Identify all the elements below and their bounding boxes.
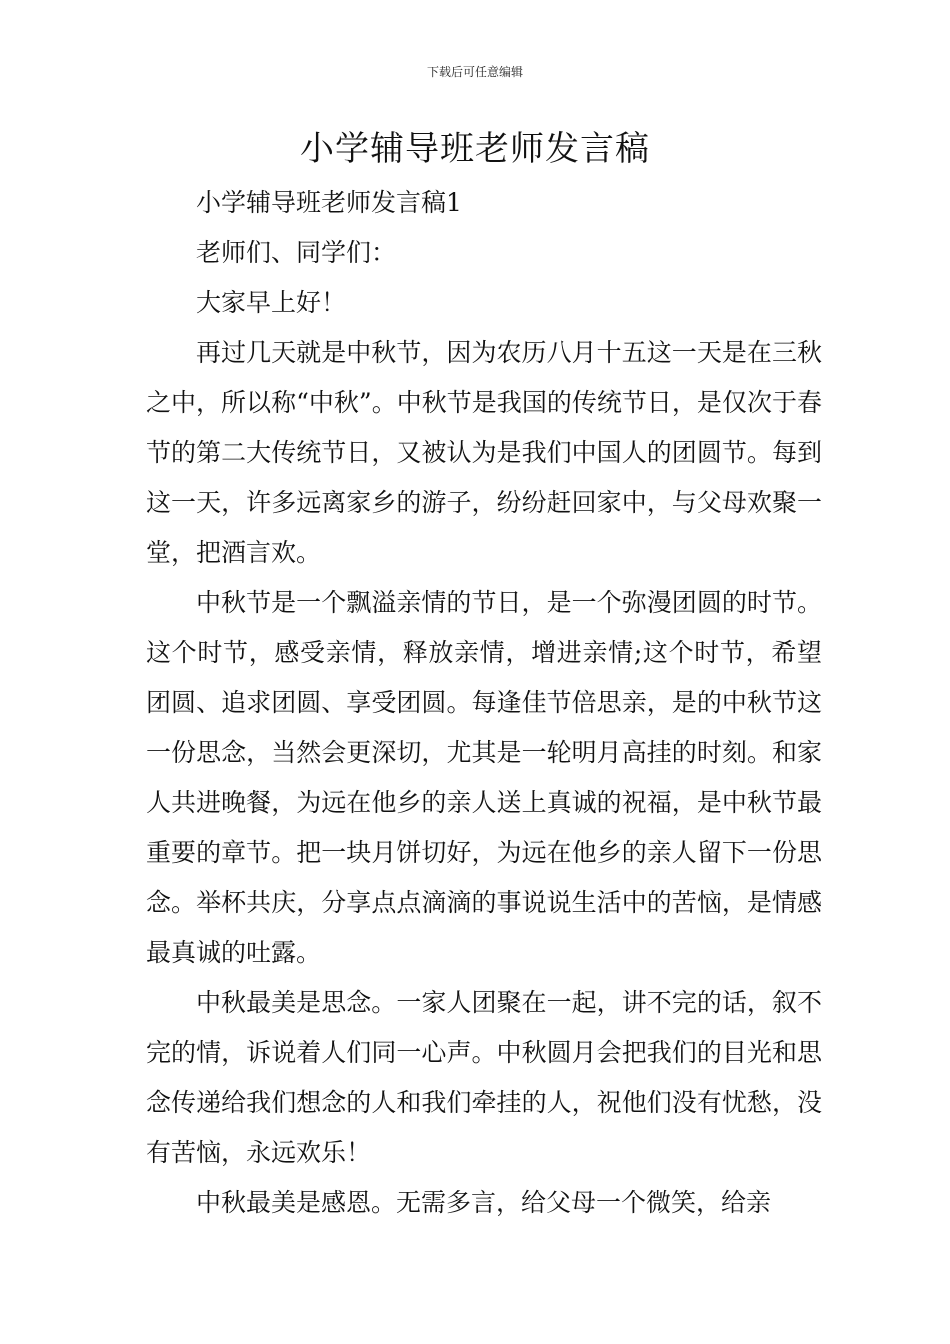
body-paragraph: 中秋最美是思念。一家人团聚在一起，讲不完的话，叙不完的情，诉说着人们同一心声。中秋圆月会把我们的目光和思念传递给我们想念的人和我们牵挂的人，祝他们没有忧愁，没有苦恼，永远欢乐！	[146, 988, 822, 1167]
body-paragraph: 中秋节是一个飘溢亲情的节日，是一个弥漫团圆的时节。这个时节，感受亲情，释放亲情，增进亲情;这个时节，希望团圆、追求团圆、享受团圆。每逢佳节倍思亲，是的中秋节这一份思念，当然会更深切，尤其是一轮明月高挂的时刻。和家人共进晚餐，为远在他乡的亲人送上真诚的祝福，是中秋节最重要的章节。把一块月饼切好，为远在他乡的亲人留下一份思念。举杯共庆，分享点点滴滴的事说说生活中的苦恼，是情感最真诚的吐露。	[146, 588, 822, 967]
document-body	[146, 178, 822, 1228]
subtitle-paragraph: 小学辅导班老师发言稿1	[196, 188, 462, 217]
body-paragraph: 中秋最美是感恩。无需多言，给父母一个微笑，给亲	[196, 1188, 772, 1217]
salutation-paragraph: 老师们、同学们：	[196, 238, 397, 267]
body-paragraph: 再过几天就是中秋节，因为农历八月十五这一天是在三秋之中，所以称“中秋”。中秋节是我国的传统节日，是仅次于春节的第二大传统节日，又被认为是我们中国人的团圆节。每到这一天，许多远离家乡的游子，纷纷赶回家中，与父母欢聚一堂，把酒言欢。	[146, 338, 822, 567]
header-note: 下载后可任意编辑	[426, 65, 523, 79]
document-title: 小学辅导班老师发言稿	[300, 129, 650, 169]
greeting-paragraph: 大家早上好！	[196, 288, 347, 317]
